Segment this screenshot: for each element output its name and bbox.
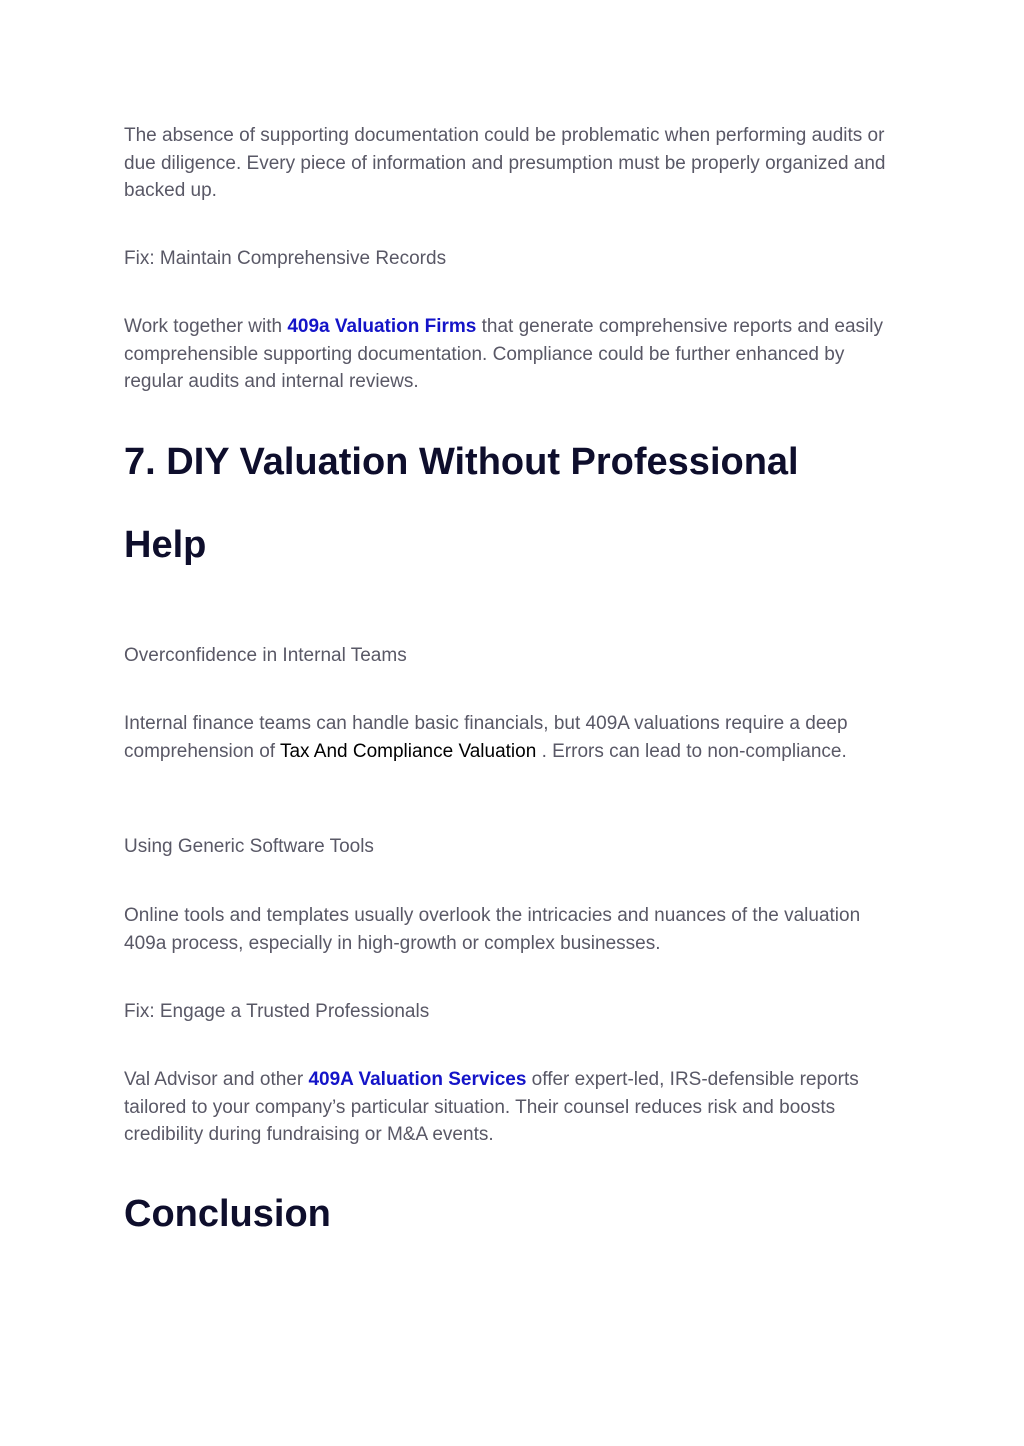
paragraph-text: that generate comprehensive reports and easily comprehensible supporting documentation. Compliance could be further enhanced by regular audits and internal reviews. [124,316,883,392]
paragraph-val-advisor [124,1066,904,1149]
link-409a-valuation-services[interactable]: 409A Valuation Services [308,1069,527,1090]
paragraph-text: Internal finance teams can handle basic financials, but 409A valuations require a deep comprehension of [124,713,848,762]
heading-diy-valuation-line1: 7. DIY Valuation Without Professional [124,441,799,483]
paragraph-text: . Errors can lead to non-compliance. [536,740,847,762]
heading-diy-valuation-line2: Help [124,524,207,566]
subheading-overconfidence: Overconfidence in Internal Teams [124,645,407,666]
heading-conclusion: Conclusion [124,1193,331,1235]
link-409a-valuation-firms[interactable]: 409a Valuation Firms [287,316,477,337]
paragraph-documentation: The absence of supporting documentation could be problematic when performing audits or due diligence. Every piece of information and presumption must be properly organized and backed up. [124,125,886,201]
paragraph-online-tools: Online tools and templates usually overlook the intricacies and nuances of the valuation 409a process, especially in high-growth or complex businesses. [124,905,861,954]
paragraph-work-together [124,313,904,396]
fix-maintain-records: Fix: Maintain Comprehensive Records [124,248,447,269]
subheading-generic-software: Using Generic Software Tools [124,836,374,857]
link-tax-compliance-valuation[interactable]: Tax And Compliance Valuation [279,740,537,762]
paragraph-text: offer expert-led, IRS-defensible reports tailored to your company’s particular situation. Their counsel reduces risk and boosts credibility during fundraising or M&A events. [124,1069,859,1145]
paragraph-internal-finance [124,710,904,765]
paragraph-text: Work together with [124,316,288,337]
paragraph-text: Val Advisor and other [124,1069,309,1090]
fix-engage-professionals: Fix: Engage a Trusted Professionals [124,1001,430,1022]
